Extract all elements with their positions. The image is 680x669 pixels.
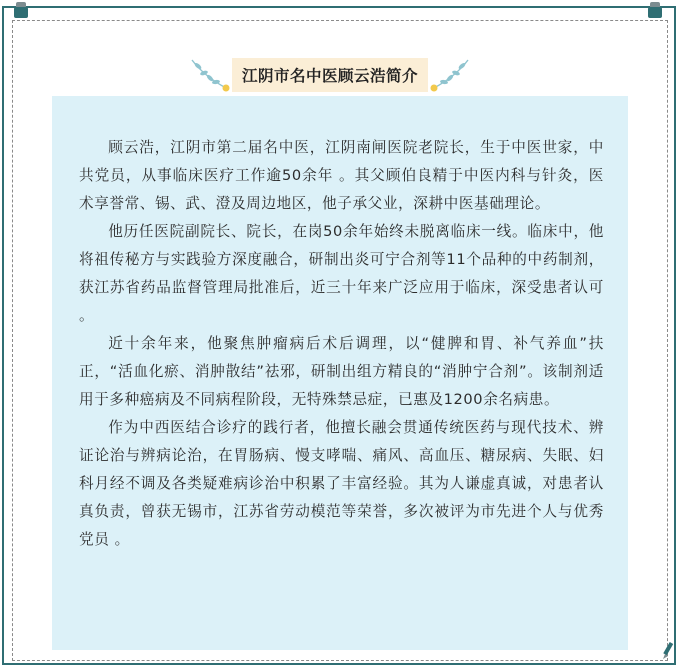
flower-icon xyxy=(223,85,230,92)
pen-icon xyxy=(660,641,676,661)
paragraph-intro: 顾云浩，江阴市第二届名中医，江阴南闸医院老院长，生于中医世家，中共党员，从事临床医疗工作逾50余年 。其父顾伯良精于中医内科与针灸，医术享誉常、锡、武、澄及周边地区，他子承父业，深耕中医基础理论。 xyxy=(79,139,604,212)
paragraph-achievements: 作为中西医结合诊疗的践行者，他擅长融会贯通传统医药与现代技术、辨证论治与辨病论治，在胃肠病、慢支哮喘、痛风、高血压、糖尿病、失眠、妇科月经不调及各类疑难病诊治中积累了丰富经验。其为人谦虚真诚，对患者认真负责，曾获无锡市，江苏省劳动模范等荣誉，多次被评为市先进个人与优秀党员 。 xyxy=(79,419,604,548)
content-box xyxy=(52,96,628,650)
paragraph-career: 他历任医院副院长、院长，在岗50余年始终未脱离临床一线。临床中，他将祖传秘方与实践验方深度融合，研制出炎可宁合剂等11个品种的中药制剂，获江苏省药品监督管理局批准后，近三十年来广泛应用于临床，深受患者认可 。 xyxy=(79,223,604,324)
leaf-sprig-icon xyxy=(428,54,474,96)
title-banner xyxy=(186,54,474,96)
paragraph-research: 近十余年来，他聚焦肿瘤病后术后调理，以“健脾和胃、补气养血”扶正，“活血化瘀、消肿散结”祛邪，研制出组方精良的“消肿宁合剂”。该制剂适用于多种癌病及不同病程阶段，无特殊禁忌症，已惠及1200余名病患。 xyxy=(79,335,604,408)
flower-icon xyxy=(431,85,438,92)
binder-clip-icon xyxy=(14,2,28,18)
leaf-sprig-icon xyxy=(186,54,232,96)
page-title: 江阴市名中医顾云浩简介 xyxy=(241,67,418,85)
binder-clip-icon xyxy=(648,2,662,18)
title-box xyxy=(232,58,428,92)
